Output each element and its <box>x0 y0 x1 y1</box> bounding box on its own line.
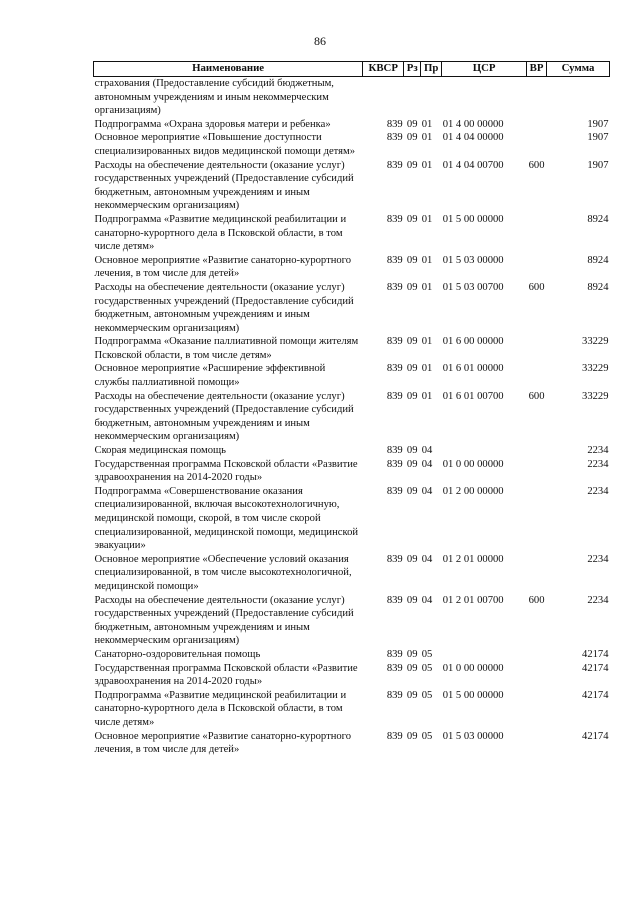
cell-vr: 600 <box>528 390 545 402</box>
cell-vr <box>527 444 547 458</box>
cell-sum: 1907 <box>587 118 609 130</box>
cell-pr: 01 <box>421 281 433 293</box>
cell-pr: 01 <box>421 118 433 130</box>
cell-vr <box>527 648 547 662</box>
table-row <box>94 159 610 213</box>
cell-name: Подпрограмма «Развитие медицинской реабилитации и санаторно-курортного дела в Псковской области, в том числе детям» <box>94 689 347 728</box>
cell-sum: 2234 <box>587 553 609 565</box>
table-row <box>94 281 610 335</box>
cell-csr <box>442 77 527 118</box>
cell-name: Основное мероприятие «Обеспечение условий оказания специализированной, в том числе высокотехнологичной, медицинской помощи» <box>94 553 352 592</box>
cell-pr: 04 <box>421 445 433 457</box>
cell-pr: 04 <box>421 594 433 606</box>
cell-pr: 05 <box>421 662 433 674</box>
header-rz: Рз <box>404 62 421 77</box>
header-kvsr: КВСР <box>363 62 404 77</box>
cell-kvsr: 839 <box>386 254 403 266</box>
table-row <box>94 689 610 730</box>
cell-csr: 01 2 01 00000 <box>442 553 504 565</box>
cell-vr <box>527 458 547 485</box>
cell-csr: 01 2 00 00000 <box>442 485 504 497</box>
header-name: Наименование <box>94 62 363 77</box>
cell-vr <box>527 335 547 362</box>
table-row <box>94 77 610 118</box>
header-pr: Пр <box>421 62 442 77</box>
cell-sum: 8924 <box>587 254 609 266</box>
cell-sum: 8924 <box>587 213 609 225</box>
cell-vr <box>527 662 547 689</box>
cell-rz: 09 <box>406 159 418 171</box>
cell-rz: 09 <box>406 254 418 266</box>
cell-pr: 05 <box>421 648 433 660</box>
cell-rz: 09 <box>406 553 418 565</box>
cell-pr: 01 <box>421 390 433 402</box>
cell-kvsr: 839 <box>386 485 403 497</box>
cell-pr: 01 <box>421 213 433 225</box>
cell-name: Расходы на обеспечение деятельности (оказание услуг) государственных учреждений (Предоставление субсидий бюджетным, автономным учреждениям и иным некоммерческим организациям) <box>94 390 354 443</box>
cell-rz: 09 <box>406 648 418 660</box>
cell-name: Основное мероприятие «Развитие санаторно-курортного лечения, в том числе для детей» <box>94 254 352 280</box>
cell-name: Основное мероприятие «Расширение эффективной службы паллиативной помощи» <box>94 363 326 389</box>
table-row <box>94 118 610 132</box>
cell-kvsr: 839 <box>386 336 403 348</box>
table-body <box>94 77 610 757</box>
cell-kvsr: 839 <box>386 132 403 144</box>
cell-name: Расходы на обеспечение деятельности (оказание услуг) государственных учреждений (Предоставление субсидий бюджетным, автономным учреждениям и иным некоммерческим организациям) <box>94 594 354 647</box>
cell-pr: 04 <box>421 458 433 470</box>
cell-sum: 33229 <box>582 336 609 348</box>
cell-sum: 42174 <box>582 689 609 701</box>
cell-vr <box>527 213 547 254</box>
cell-rz: 09 <box>406 363 418 375</box>
table-header-row <box>94 62 610 77</box>
cell-name: Основное мероприятие «Развитие санаторно-курортного лечения, в том числе для детей» <box>94 730 352 756</box>
header-sum: Сумма <box>547 62 610 77</box>
cell-sum: 2234 <box>587 485 609 497</box>
cell-pr: 01 <box>421 254 433 266</box>
table-row <box>94 594 610 648</box>
cell-pr: 01 <box>421 132 433 144</box>
cell-sum: 2234 <box>587 458 609 470</box>
cell-csr <box>442 648 527 662</box>
cell-vr <box>527 131 547 158</box>
cell-rz: 09 <box>406 390 418 402</box>
cell-kvsr: 839 <box>386 213 403 225</box>
cell-rz: 09 <box>406 730 418 742</box>
cell-pr: 01 <box>421 336 433 348</box>
table-row <box>94 131 610 158</box>
table-row <box>94 254 610 281</box>
cell-vr <box>527 362 547 389</box>
cell-sum <box>547 77 610 118</box>
cell-sum: 8924 <box>587 281 609 293</box>
cell-rz: 09 <box>406 336 418 348</box>
cell-kvsr: 839 <box>386 458 403 470</box>
cell-name: Государственная программа Псковской области «Развитие здравоохранения на 2014-2020 годы» <box>94 662 358 688</box>
cell-csr: 01 5 00 00000 <box>442 689 504 701</box>
cell-csr: 01 4 04 00700 <box>442 159 504 171</box>
cell-vr <box>527 485 547 553</box>
cell-vr: 600 <box>528 594 545 606</box>
cell-vr <box>527 77 547 118</box>
table-row <box>94 213 610 254</box>
cell-rz: 09 <box>406 594 418 606</box>
cell-rz: 09 <box>406 281 418 293</box>
cell-sum: 2234 <box>587 594 609 606</box>
table-row <box>94 390 610 444</box>
cell-rz: 09 <box>406 132 418 144</box>
cell-name: Государственная программа Псковской области «Развитие здравоохранения на 2014-2020 годы» <box>94 458 358 484</box>
cell-rz: 09 <box>406 213 418 225</box>
table-row <box>94 553 610 594</box>
cell-sum: 42174 <box>582 662 609 674</box>
cell-pr: 01 <box>421 159 433 171</box>
table-row <box>94 444 610 458</box>
cell-vr: 600 <box>528 281 545 293</box>
cell-pr: 05 <box>421 730 433 742</box>
cell-name: Расходы на обеспечение деятельности (оказание услуг) государственных учреждений (Предоставление субсидий бюджетным, автономным учреждениям и иным некоммерческим организациям) <box>94 159 354 212</box>
cell-csr: 01 4 04 00000 <box>442 132 504 144</box>
cell-csr: 01 6 00 00000 <box>442 336 504 348</box>
cell-sum: 42174 <box>582 730 609 742</box>
header-vr: ВР <box>527 62 547 77</box>
cell-vr <box>527 254 547 281</box>
cell-csr: 01 4 00 00000 <box>442 118 504 130</box>
cell-name: Подпрограмма «Оказание паллиативной помощи жителям Псковской области, в том числе детям» <box>94 336 359 361</box>
table-row <box>94 730 610 757</box>
cell-csr: 01 5 03 00000 <box>442 730 504 742</box>
cell-kvsr: 839 <box>386 281 403 293</box>
cell-vr <box>527 730 547 757</box>
table-row <box>94 362 610 389</box>
cell-sum: 2234 <box>587 445 609 457</box>
cell-name: Расходы на обеспечение деятельности (оказание услуг) государственных учреждений (Предоставление субсидий бюджетным, автономным учреждениям и иным некоммерческим организациям) <box>94 281 354 334</box>
cell-kvsr: 839 <box>386 363 403 375</box>
cell-kvsr: 839 <box>386 445 403 457</box>
table-row <box>94 648 610 662</box>
cell-sum: 1907 <box>587 132 609 144</box>
cell-sum: 42174 <box>582 648 609 660</box>
cell-rz: 09 <box>406 445 418 457</box>
cell-pr <box>421 77 442 118</box>
table-row <box>94 458 610 485</box>
cell-csr: 01 5 03 00700 <box>442 281 504 293</box>
table-row <box>94 485 610 553</box>
cell-kvsr: 839 <box>386 594 403 606</box>
cell-rz: 09 <box>406 118 418 130</box>
cell-pr: 05 <box>421 689 433 701</box>
cell-sum: 33229 <box>582 390 609 402</box>
cell-csr: 01 2 01 00700 <box>442 594 504 606</box>
cell-csr: 01 6 01 00700 <box>442 390 504 402</box>
cell-name: Подпрограмма «Развитие медицинской реабилитации и санаторно-курортного дела в Псковской области, в том числе детям» <box>94 213 347 253</box>
cell-vr <box>527 118 547 132</box>
cell-pr: 04 <box>421 553 433 565</box>
cell-kvsr: 839 <box>386 390 403 402</box>
cell-vr <box>527 553 547 594</box>
cell-vr <box>527 689 547 730</box>
cell-csr: 01 5 03 00000 <box>442 254 504 266</box>
cell-pr: 01 <box>421 363 433 375</box>
cell-name: Санаторно-оздоровительная помощь <box>94 648 261 660</box>
cell-name: Основное мероприятие «Повышение доступности специализированных видов медицинской помощи детям» <box>94 132 356 157</box>
cell-name: Подпрограмма «Охрана здоровья матери и ребенка» <box>94 118 331 130</box>
cell-kvsr: 839 <box>386 689 403 701</box>
page-number: 86 <box>314 34 326 48</box>
cell-rz: 09 <box>406 689 418 701</box>
cell-csr: 01 5 00 00000 <box>442 213 504 225</box>
table-row <box>94 662 610 689</box>
cell-csr: 01 0 00 00000 <box>442 458 504 470</box>
header-csr: ЦСР <box>442 62 527 77</box>
cell-csr: 01 0 00 00000 <box>442 662 504 674</box>
cell-kvsr <box>363 77 404 118</box>
cell-rz: 09 <box>406 485 418 497</box>
cell-pr: 04 <box>421 485 433 497</box>
cell-name: Скорая медицинская помощь <box>94 445 226 457</box>
cell-kvsr: 839 <box>386 159 403 171</box>
cell-sum: 33229 <box>582 363 609 375</box>
cell-kvsr: 839 <box>386 553 403 565</box>
cell-vr: 600 <box>528 159 545 171</box>
budget-table <box>93 61 610 757</box>
table-row <box>94 335 610 362</box>
cell-rz: 09 <box>406 662 418 674</box>
cell-kvsr: 839 <box>386 648 403 660</box>
cell-kvsr: 839 <box>386 730 403 742</box>
cell-sum: 1907 <box>587 159 609 171</box>
cell-kvsr: 839 <box>386 662 403 674</box>
cell-name: Подпрограмма «Совершенствование оказания специализированной, включая высокотехнологичную, медицинской помощи, скорой, в том числе скорой специализированной, медицинской помощи, медицинской эвакуации» <box>94 485 359 552</box>
cell-csr <box>442 444 527 458</box>
cell-rz: 09 <box>406 458 418 470</box>
cell-csr: 01 6 01 00000 <box>442 363 504 375</box>
cell-name: страхования (Предоставление субсидий бюджетным, автономным учреждениям и иным некоммерческим организациям) <box>94 78 334 117</box>
cell-kvsr: 839 <box>386 118 403 130</box>
cell-rz <box>404 77 421 118</box>
